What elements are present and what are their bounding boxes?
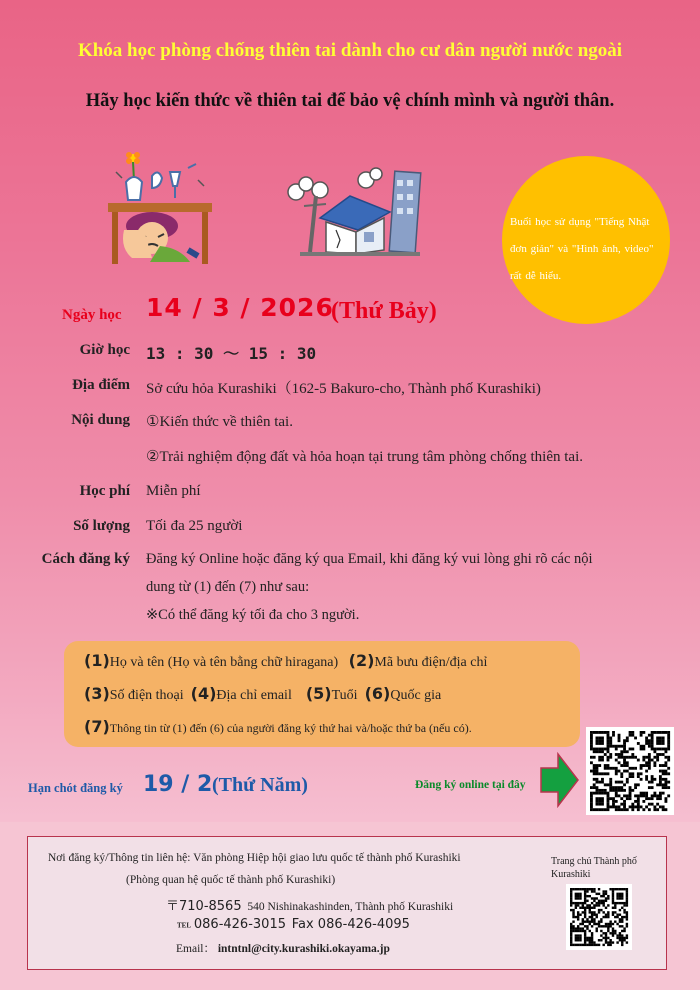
item-1-number: (1) [84,651,110,670]
postal-code: 〒710-8565 [166,899,242,914]
register-line-1: Đăng ký Online hoặc đăng ký qua Email, khi đăng ký vui lòng ghi rõ các nội [146,551,593,567]
damaged-house-illustration [280,160,425,260]
online-register-qr-code[interactable] [586,727,674,815]
homepage-label: Trang chủ Thành phố Kurashiki [551,856,637,880]
arrow-right-icon [540,752,580,808]
item-6-text: Quốc gia [390,688,442,703]
item-2-text: Mã bưu điện/địa chỉ [374,655,488,670]
city-homepage-qr-code[interactable] [566,884,632,950]
item-row-1 [84,651,487,671]
email-address[interactable]: intntnl@city.kurashiki.okayama.jp [217,943,390,955]
item-5-number: (5) [305,684,332,703]
fee-label: Học phí [79,483,130,499]
capacity-label: Số lượng [73,518,130,534]
item-1-text: Họ và tên (Họ và tên bằng chữ hiragana) [109,655,339,670]
email-row [176,940,390,956]
item-3-number: (3) [84,684,110,703]
deadline-label: Hạn chót đăng ký [28,781,123,795]
date-value: 14 / 3 / 2026 [146,293,334,322]
place-value: Sở cứu hỏa Kurashiki（162-5 Bakuro-cho, Thành phố Kurashiki) [146,381,541,397]
online-register-label: Đăng ký online tại đây [415,779,526,791]
item-4-number: (4) [190,684,217,703]
item-6-number: (6) [364,684,391,703]
contact-subline: (Phòng quan hệ quốc tế thành phố Kurashiki) [126,874,336,886]
date-weekday: (Thứ Bảy) [331,298,437,324]
tel-mark: TEL [177,921,192,930]
fax-number: Fax 086-426-4095 [291,917,410,932]
register-label: Cách đăng ký [41,551,130,567]
register-line-2: dung từ (1) đến (7) như sau: [146,579,310,595]
item-3-text: Số điện thoại [109,688,184,703]
item-2-number: (2) [348,651,375,670]
postal-address [166,895,453,914]
earthquake-table-illustration [100,150,220,268]
content-item-2: ②Trải nghiệm động đất và hỏa hoạn tại trung tâm phòng chống thiên tai. [146,449,583,465]
capacity-value: Tối đa 25 người [146,518,243,534]
time-label: Giờ học [79,342,130,358]
item-4-text: Địa chỉ email [216,688,292,703]
date-label: Ngày học [62,307,122,323]
content-label: Nội dung [71,412,130,428]
deadline-weekday: (Thứ Năm) [212,774,308,796]
page-subtitle: Hãy học kiến thức về thiên tai để bảo vệ chính mình và người thân. [85,91,615,111]
item-row-2 [84,684,441,704]
fee-value: Miễn phí [146,483,201,499]
tel-number: 086-426-3015 [193,917,286,932]
phone-fax [177,917,410,932]
email-label: Email： [176,943,215,955]
register-note: ※Có thể đăng ký tối đa cho 3 người. [146,607,360,623]
item-7-number: (7) [84,717,110,736]
page-title: Khóa học phòng chống thiên tai dành cho cư dân người nước ngoài [77,40,623,61]
contact-line: Nơi đăng ký/Thông tin liên hệ: Văn phòng Hiệp hội giao lưu quốc tế thành phố Kurashiki [48,852,461,864]
item-7-text: Thông tin từ (1) đến (6) của người đăng ký thứ hai và/hoặc thứ ba (nếu có). [109,721,472,735]
content-item-1: ①Kiến thức về thiên tai. [146,414,293,430]
info-bubble-text: Buổi học sử dụng "Tiếng Nhật đơn giản" và "Hình ảnh, video" rất dễ hiểu. [510,216,654,282]
street-address: 540 Nishinakashinden, Thành phố Kurashiki [247,901,454,913]
item-5-text: Tuổi [331,688,358,703]
deadline-value: 19 / 2 [143,772,213,797]
time-value: 13 : 30 ～ 15 : 30 [146,344,317,363]
item-row-3 [84,717,472,736]
place-label: Địa điểm [72,377,130,393]
